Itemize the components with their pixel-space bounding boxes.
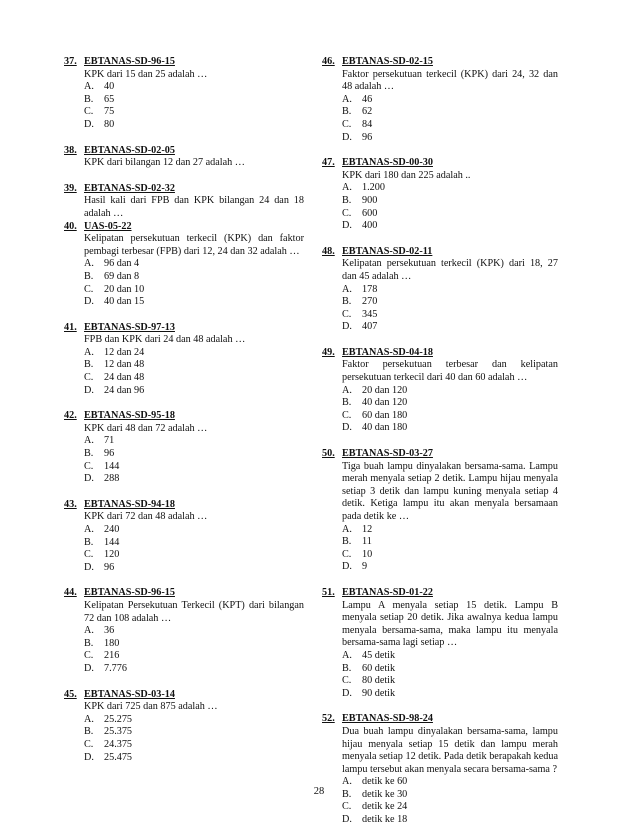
answer-option (64, 94, 304, 107)
option-letter: C. (342, 118, 352, 130)
option-value: 12 dan 24 (104, 346, 145, 358)
option-value: 96 dan 4 (104, 258, 140, 270)
option-value: detik ke 60 (362, 776, 408, 788)
question-number: 40. (64, 220, 77, 232)
answer-option (64, 562, 304, 575)
answer-option (322, 422, 558, 435)
question-number: 45. (64, 688, 77, 700)
answer-option (322, 309, 558, 322)
option-value: 407 (362, 321, 378, 333)
option-letter: B. (342, 662, 352, 674)
question-header (64, 183, 304, 196)
option-letter: D. (342, 814, 352, 826)
answer-option (64, 81, 304, 94)
answer-option (322, 208, 558, 221)
option-letter: D. (84, 662, 94, 674)
question-header (64, 56, 304, 69)
question-source: EBTANAS-SD-00-30 (342, 157, 433, 169)
question-source: EBTANAS-SD-03-14 (84, 688, 175, 700)
answer-option (322, 650, 558, 663)
option-letter: D. (84, 751, 94, 763)
question-41 (64, 322, 304, 398)
question-number: 37. (64, 56, 77, 67)
question-38 (64, 145, 304, 170)
answer-option (322, 536, 558, 549)
option-letter: A. (84, 524, 94, 535)
question-number: 49. (322, 346, 335, 358)
question-text: KPK dari 72 dan 48 adalah … (84, 511, 208, 523)
question-text: Faktor persekutuan terbesar dan kelipatan persekutuan terkecil dari 40 dan 60 adalah … (342, 359, 558, 384)
answer-option (64, 448, 304, 461)
question-51 (322, 587, 558, 700)
option-letter: C. (342, 308, 352, 320)
option-value: detik ke 24 (362, 801, 408, 813)
question-text: Lampu A menyala setiap 15 detik. Lampu B menyala setiap 20 detik. Jika awalnya kedua lampu menyala bersama-sama, maka lampu itu menyala bersama-sama lagi setiap … (342, 599, 558, 649)
answer-option (64, 625, 304, 638)
option-value: 10 (362, 548, 373, 560)
option-letter: B. (342, 106, 352, 118)
answer-option (64, 524, 304, 537)
answer-option (64, 638, 304, 651)
question-source: EBTANAS-SD-97-13 (84, 321, 175, 333)
option-value: 1.200 (362, 182, 385, 194)
question-number: 39. (64, 182, 77, 194)
question-header (64, 145, 304, 158)
option-letter: D. (84, 384, 94, 396)
question-text: KPK dari bilangan 12 dan 27 adalah … (84, 157, 245, 169)
question-number: 44. (64, 587, 77, 599)
answer-option (322, 385, 558, 398)
option-value: 12 dan 48 (104, 359, 145, 371)
option-letter: B. (342, 194, 352, 206)
option-letter: D. (84, 561, 94, 573)
question-source: EBTANAS-SD-94-18 (84, 498, 175, 510)
answer-option (64, 726, 304, 739)
question-text: FPB dan KPK dari 24 dan 48 adalah … (84, 334, 246, 346)
option-letter: D. (342, 220, 352, 232)
option-value: 60 detik (362, 662, 396, 674)
option-letter: C. (84, 738, 94, 750)
question-text: KPK dari 48 dan 72 adalah … (84, 422, 208, 434)
question-number: 47. (322, 157, 335, 169)
option-letter: A. (84, 346, 94, 358)
option-letter: D. (84, 296, 94, 308)
option-letter: A. (84, 81, 94, 93)
question-source: EBTANAS-SD-01-22 (342, 586, 433, 598)
answer-option (322, 296, 558, 309)
option-letter: C. (342, 409, 352, 421)
question-40 (64, 221, 304, 309)
question-39 (64, 183, 304, 221)
option-value: 62 (362, 106, 373, 118)
option-letter: C. (84, 549, 94, 561)
question-source: EBTANAS-SD-96-15 (84, 56, 175, 67)
option-letter: A. (342, 384, 352, 396)
option-value: 71 (104, 435, 115, 447)
answer-option (322, 410, 558, 423)
question-text: Dua buah lampu dinyalakan bersama-sama, lampu hijau menyala setiap 15 detik dan lampu merah menyala setiap 12 detik. Pada detik berapakah kedua lampu tersebut akan menyala secara bersama-sama ? (342, 725, 558, 775)
question-header (322, 157, 558, 170)
answer-option (322, 675, 558, 688)
option-letter: B. (342, 397, 352, 409)
option-value: 96 (362, 131, 373, 143)
option-letter: B. (84, 359, 94, 371)
option-letter: B. (342, 788, 352, 800)
question-source: EBTANAS-SD-02-15 (342, 56, 433, 67)
option-value: 178 (362, 283, 378, 295)
question-50 (322, 448, 558, 574)
option-value: 80 (104, 118, 115, 130)
option-letter: D. (342, 422, 352, 434)
answer-option (64, 106, 304, 119)
question-text: KPK dari 725 dan 875 adalah … (84, 701, 218, 713)
option-value: 75 (104, 106, 115, 118)
question-text: KPK dari 15 dan 25 adalah … (84, 68, 208, 80)
option-value: 60 dan 180 (362, 409, 408, 421)
option-value: 400 (362, 220, 378, 232)
question-text: Kelipatan persekutuan terkecil (KPK) dari 18, 27 dan 45 adalah … (342, 258, 558, 282)
option-value: 180 (104, 637, 120, 649)
answer-option (64, 258, 304, 271)
option-letter: D. (342, 687, 352, 699)
option-value: 25.275 (104, 713, 133, 725)
question-source: UAS-05-22 (84, 220, 132, 232)
option-letter: C. (84, 372, 94, 384)
option-letter: A. (342, 649, 352, 661)
question-source: EBTANAS-SD-04-18 (342, 346, 433, 358)
option-value: 600 (362, 207, 378, 219)
question-44 (64, 587, 304, 675)
option-value: 11 (362, 536, 372, 548)
answer-option (64, 296, 304, 309)
option-letter: B. (84, 536, 94, 548)
option-letter: A. (342, 283, 352, 295)
option-value: 270 (362, 296, 378, 308)
option-letter: A. (84, 713, 94, 725)
option-value: 9 (362, 561, 368, 573)
option-value: 25.475 (104, 751, 133, 763)
answer-option (322, 220, 558, 233)
answer-option (64, 284, 304, 297)
answer-option (322, 195, 558, 208)
option-letter: A. (342, 182, 352, 194)
question-45 (64, 689, 304, 765)
option-value: 90 detik (362, 687, 396, 699)
question-header (322, 56, 558, 69)
question-48 (322, 246, 558, 334)
option-value: 24 dan 96 (104, 384, 145, 396)
option-value: 24 dan 48 (104, 372, 145, 384)
question-header (64, 587, 304, 600)
question-header (322, 587, 558, 600)
right-column (322, 56, 558, 827)
option-letter: A. (342, 776, 352, 788)
question-header (64, 221, 304, 234)
option-letter: C. (84, 283, 94, 295)
option-letter: B. (84, 637, 94, 649)
option-letter: A. (84, 625, 94, 637)
option-letter: B. (342, 296, 352, 308)
option-letter: D. (342, 321, 352, 333)
question-header (322, 246, 558, 259)
option-value: detik ke 30 (362, 788, 408, 800)
question-52 (322, 713, 558, 826)
option-letter: D. (342, 561, 352, 573)
option-value: 900 (362, 194, 378, 206)
question-source: EBTANAS-SD-96-15 (84, 587, 175, 599)
option-letter: A. (84, 435, 94, 447)
option-letter: A. (342, 93, 352, 105)
question-source: EBTANAS-SD-95-18 (84, 410, 175, 422)
answer-option (322, 119, 558, 132)
option-letter: B. (84, 726, 94, 738)
answer-option (64, 435, 304, 448)
option-value: 240 (104, 524, 120, 535)
question-source: EBTANAS-SD-03-27 (342, 448, 433, 460)
question-number: 41. (64, 321, 77, 333)
option-letter: D. (84, 473, 94, 485)
option-value: 24.375 (104, 738, 133, 750)
option-value: 40 dan 180 (362, 422, 408, 434)
answer-option (64, 752, 304, 765)
option-value: 144 (104, 536, 120, 548)
option-value: 25.375 (104, 726, 133, 738)
option-value: 20 dan 10 (104, 283, 145, 295)
question-number: 42. (64, 410, 77, 422)
question-number: 46. (322, 56, 335, 67)
answer-option (322, 94, 558, 107)
option-letter: B. (84, 448, 94, 460)
question-source: EBTANAS-SD-02-32 (84, 182, 175, 194)
answer-option (322, 132, 558, 145)
question-text: Kelipatan Persekutuan Terkecil (KPT) dari bilangan 72 dan 108 adalah … (84, 599, 304, 624)
answer-option (64, 461, 304, 474)
question-source: EBTANAS-SD-98-24 (342, 713, 433, 725)
option-value: detik ke 18 (362, 814, 408, 826)
answer-option (64, 372, 304, 385)
answer-option (322, 106, 558, 119)
question-header (322, 347, 558, 360)
question-header (64, 689, 304, 702)
question-header (322, 448, 558, 461)
option-letter: A. (84, 258, 94, 270)
answer-option (322, 549, 558, 562)
answer-option (322, 182, 558, 195)
option-letter: B. (342, 536, 352, 548)
option-letter: B. (84, 93, 94, 105)
question-49 (322, 347, 558, 435)
option-value: 36 (104, 625, 115, 637)
question-37 (64, 56, 304, 132)
question-source: EBTANAS-SD-02-05 (84, 144, 175, 156)
answer-option (322, 321, 558, 334)
option-letter: C. (342, 675, 352, 687)
answer-option (322, 561, 558, 574)
question-text: Kelipatan persekutuan terkecil (KPK) dan faktor pembagi terbesar (FPB) dari 12, 24 dan 32 adalah … (84, 233, 304, 257)
question-42 (64, 410, 304, 486)
question-number: 43. (64, 498, 77, 510)
answer-option (64, 650, 304, 663)
question-header (64, 322, 304, 335)
option-letter: D. (84, 118, 94, 130)
option-value: 288 (104, 473, 120, 485)
page-number: 28 (313, 786, 325, 797)
option-value: 84 (362, 118, 373, 130)
question-text: Faktor persekutuan terkecil (KPK) dari 24, 32 dan 48 adalah … (342, 68, 558, 93)
question-source: EBTANAS-SD-02-11 (342, 245, 433, 257)
answer-option (64, 385, 304, 398)
question-number: 51. (322, 586, 335, 598)
answer-option (64, 347, 304, 360)
option-letter: C. (84, 460, 94, 472)
option-value: 65 (104, 93, 115, 105)
option-value: 40 dan 120 (362, 397, 408, 409)
question-number: 52. (322, 713, 335, 725)
option-value: 45 detik (362, 649, 396, 661)
answer-option (322, 688, 558, 701)
answer-option (322, 284, 558, 297)
question-text: Tiga buah lampu dinyalakan bersama-sama. Lampu merah menyala setiap 2 detik. Lampu hijau menyala setiap 3 detik dan lampu kuning menyala setiap 4 detik. Ketiga lampu itu akan menyala bersamaan pada detik ke … (342, 460, 558, 522)
question-43 (64, 499, 304, 575)
question-header (64, 410, 304, 423)
answer-option (64, 739, 304, 752)
question-text: Hasil kali dari FPB dan KPK bilangan 24 dan 18 adalah … (84, 195, 304, 219)
answer-option (64, 473, 304, 486)
question-number: 38. (64, 144, 77, 156)
option-value: 69 dan 8 (104, 270, 140, 282)
option-value: 40 dan 15 (104, 296, 145, 308)
question-number: 50. (322, 448, 335, 460)
left-column (64, 56, 304, 764)
answer-option (64, 119, 304, 132)
answer-option (322, 663, 558, 676)
answer-option (322, 524, 558, 537)
option-value: 120 (104, 549, 120, 561)
option-value: 216 (104, 650, 120, 662)
question-text: KPK dari 180 dan 225 adalah .. (342, 169, 471, 181)
question-number: 48. (322, 245, 335, 257)
answer-option (64, 359, 304, 372)
option-letter: C. (342, 801, 352, 813)
answer-option (322, 397, 558, 410)
answer-option (64, 714, 304, 727)
option-letter: C. (342, 548, 352, 560)
answer-option (64, 549, 304, 562)
option-letter: D. (342, 131, 352, 143)
answer-option (64, 663, 304, 676)
answer-option (64, 271, 304, 284)
option-value: 7.776 (104, 662, 127, 674)
option-value: 96 (104, 561, 115, 573)
option-letter: C. (342, 207, 352, 219)
question-header (322, 713, 558, 726)
option-value: 96 (104, 448, 115, 460)
option-value: 345 (362, 308, 378, 320)
answer-option (64, 537, 304, 550)
option-value: 20 dan 120 (362, 384, 408, 396)
option-value: 80 detik (362, 675, 396, 687)
question-header (64, 499, 304, 512)
option-letter: B. (84, 270, 94, 282)
option-letter: A. (342, 523, 352, 535)
option-value: 40 (104, 81, 115, 93)
option-value: 12 (362, 523, 373, 535)
option-value: 144 (104, 460, 120, 472)
question-47 (322, 157, 558, 233)
answer-option (322, 814, 558, 827)
option-value: 46 (362, 93, 373, 105)
answer-option (322, 801, 558, 814)
option-letter: C. (84, 106, 94, 118)
question-46 (322, 56, 558, 144)
option-letter: C. (84, 650, 94, 662)
